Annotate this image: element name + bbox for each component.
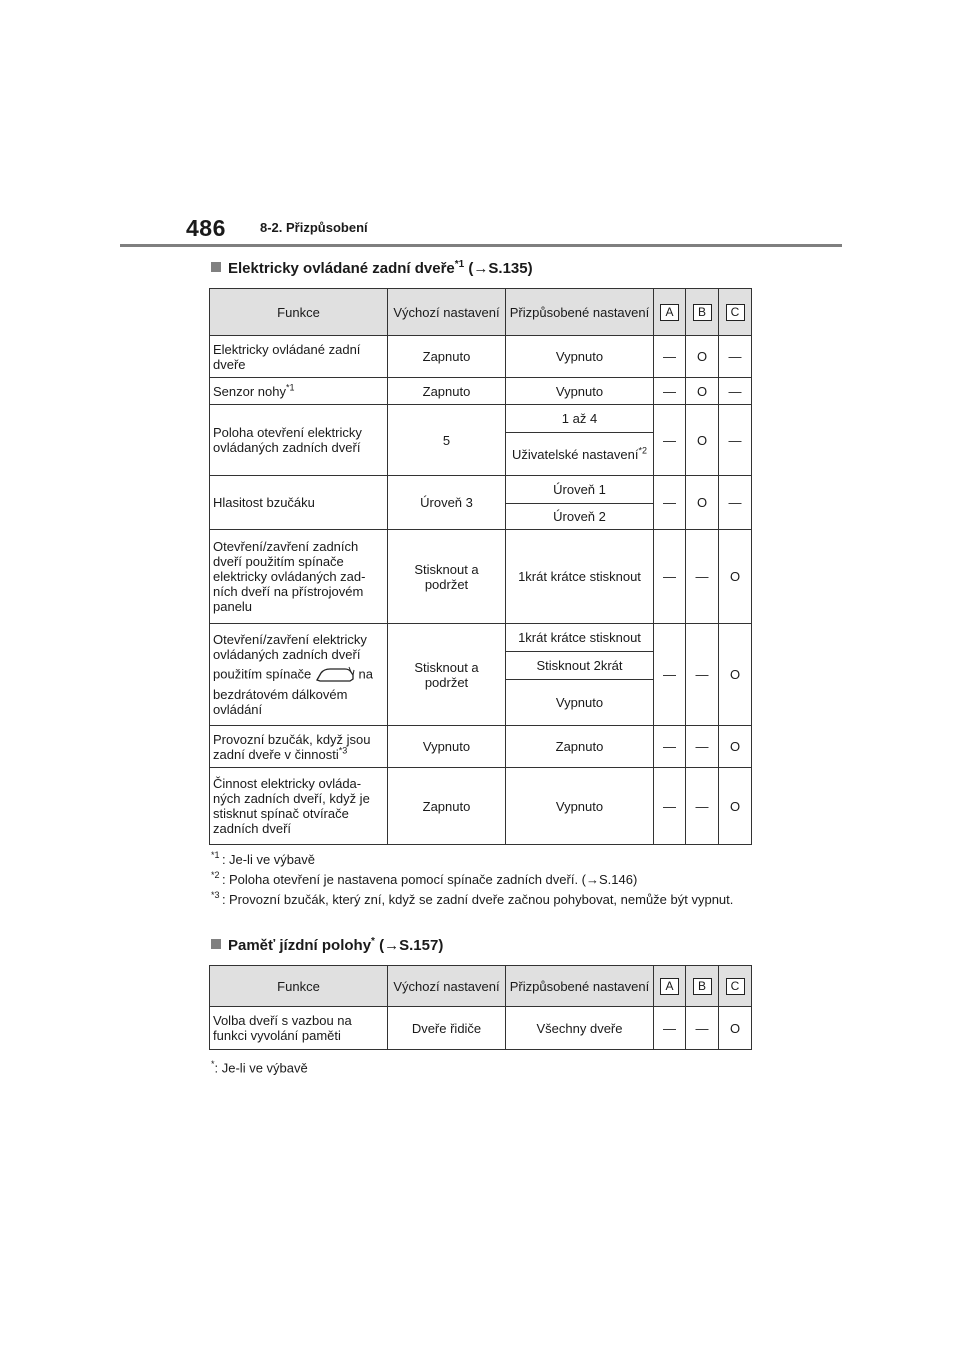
cell-custom: Úroveň 1 xyxy=(506,476,654,504)
section-heading-memory xyxy=(211,936,443,954)
footnote xyxy=(211,851,751,868)
header-default: Výchozí nastavení xyxy=(388,289,506,336)
footnote-text: Je-li ve výbavě xyxy=(229,852,315,867)
cell-func: Hlasitost bzučáku xyxy=(210,476,388,530)
cell-c: — xyxy=(719,336,752,378)
cell-c: O xyxy=(719,1007,752,1050)
heading-text: Paměť jízdní polohy xyxy=(228,937,372,954)
cell-a: — xyxy=(654,378,686,405)
cell-custom: Vypnuto xyxy=(506,680,654,726)
cell-custom: Stisknout 2krát xyxy=(506,652,654,680)
letter-box-b: B xyxy=(693,978,712,995)
header-b xyxy=(686,289,719,336)
memory-settings-table xyxy=(209,965,752,1050)
square-bullet-icon xyxy=(211,262,221,272)
square-bullet-icon xyxy=(211,939,221,949)
cell-custom: Všechny dveře xyxy=(506,1007,654,1050)
cell-custom: Vypnuto xyxy=(506,336,654,378)
cell-a: — xyxy=(654,530,686,624)
tailgate-remote-icon xyxy=(315,666,355,684)
footnote-text: Je-li ve výbavě xyxy=(221,1060,308,1076)
footnote-colon: : xyxy=(222,872,226,887)
cell-func-text: bezdrátovém dálkovém ovládání xyxy=(213,687,348,717)
heading-page-ref: (→S.157) xyxy=(379,937,444,954)
cell-b: — xyxy=(686,768,719,845)
cell-default: Stisknout a podržet xyxy=(388,624,506,726)
cell-a: — xyxy=(654,726,686,768)
footnote-mark: *2 xyxy=(211,870,220,880)
heading-footnote-mark: *1 xyxy=(454,259,465,270)
cell-func-text: na xyxy=(358,666,373,682)
table-row xyxy=(210,530,752,624)
cell-c: — xyxy=(719,405,752,476)
header-c xyxy=(719,289,752,336)
heading-text: Elektricky ovládané zadní dveře xyxy=(228,260,455,277)
cell-b: O xyxy=(686,405,719,476)
cell-c: O xyxy=(719,726,752,768)
table-row xyxy=(210,336,752,378)
cell-default: Stisknout a podržet xyxy=(388,530,506,624)
cell-b: — xyxy=(686,530,719,624)
cell-default: Zapnuto xyxy=(388,378,506,405)
cell-custom: 1krát krátce stisknout xyxy=(506,624,654,652)
cell-func: Poloha otevření elektricky ovládaných zadních dveří xyxy=(210,405,388,476)
cell-a: — xyxy=(654,624,686,726)
cell-custom: Úroveň 2 xyxy=(506,504,654,530)
cell-b: O xyxy=(686,336,719,378)
letter-box-c: C xyxy=(726,978,745,995)
footnote-colon: : xyxy=(222,852,226,867)
header-funkce: Funkce xyxy=(210,966,388,1007)
cell-b: — xyxy=(686,726,719,768)
heading-footnote-mark: * xyxy=(371,936,375,947)
cell-c: O xyxy=(719,530,752,624)
cell-default: Vypnuto xyxy=(388,726,506,768)
footnote-colon: : xyxy=(222,892,226,907)
cell-default: Dveře řidiče xyxy=(388,1007,506,1050)
cell-custom: 1krát krátce stisknout xyxy=(506,530,654,624)
letter-box-a: A xyxy=(660,978,679,995)
cell-b: O xyxy=(686,378,719,405)
letter-box-a: A xyxy=(660,304,679,321)
header-divider xyxy=(120,244,842,247)
footnote-mark: *2 xyxy=(638,445,647,456)
header-funkce: Funkce xyxy=(210,289,388,336)
cell-func xyxy=(210,378,388,405)
cell-custom-text: Uživatelské nastavení xyxy=(512,446,639,462)
table-row xyxy=(210,476,752,504)
cell-c: O xyxy=(719,768,752,845)
cell-custom: Vypnuto xyxy=(506,768,654,845)
cell-b: O xyxy=(686,476,719,530)
header-custom: Přizpůsobené nastavení xyxy=(506,289,654,336)
table-header-row xyxy=(210,289,752,336)
table-row xyxy=(210,726,752,768)
cell-b: — xyxy=(686,624,719,726)
header-a xyxy=(654,289,686,336)
cell-a: — xyxy=(654,336,686,378)
footnote-mark: *3 xyxy=(338,745,348,756)
cell-custom: Zapnuto xyxy=(506,726,654,768)
cell-c: O xyxy=(719,624,752,726)
footnote-mark: * xyxy=(211,1059,215,1069)
footnote-text: Poloha otevření je nastavena pomocí spínače zadních dveří. (→S.146) xyxy=(229,872,638,887)
cell-default: Zapnuto xyxy=(388,768,506,845)
cell-func-text: Senzor nohy xyxy=(213,383,286,399)
cell-func: Činnost elektricky ovládaných zadních dveří, když je stisknut spínač otvírače zadních dveří xyxy=(210,768,388,845)
footnote xyxy=(211,891,751,908)
cell-func: Volba dveří s vazbou na funkci vyvolání paměti xyxy=(210,1007,388,1050)
footnote: *: Je-li ve výbavě xyxy=(211,1059,308,1076)
cell-a: — xyxy=(654,1007,686,1050)
cell-func-text: Otevření/zavření elektricky ovládaných zadních dveří xyxy=(213,632,367,662)
cell-b: — xyxy=(686,1007,719,1050)
cell-func xyxy=(210,726,388,768)
cell-custom: Vypnuto xyxy=(506,378,654,405)
table-row xyxy=(210,1007,752,1050)
letter-box-c: C xyxy=(726,304,745,321)
section-title: 8-2. Přizpůsobení xyxy=(260,220,368,235)
footnote-mark: *1 xyxy=(286,382,295,393)
table-row xyxy=(210,405,752,433)
cell-default: 5 xyxy=(388,405,506,476)
cell-func-line xyxy=(213,666,384,684)
table-row xyxy=(210,768,752,845)
cell-a: — xyxy=(654,476,686,530)
cell-a: — xyxy=(654,405,686,476)
cell-func-text: Provozní bzučák, když jsou zadní dveře v činnosti xyxy=(213,731,371,762)
cell-func xyxy=(210,624,388,726)
cell-a: — xyxy=(654,768,686,845)
table-header-row xyxy=(210,966,752,1007)
cell-func: Elektricky ovládané zadní dveře xyxy=(210,336,388,378)
cell-c: — xyxy=(719,378,752,405)
header-b xyxy=(686,966,719,1007)
header-c xyxy=(719,966,752,1007)
header-default: Výchozí nastavení xyxy=(388,966,506,1007)
header-custom: Přizpůsobené nastavení xyxy=(506,966,654,1007)
cell-func: Otevření/zavření zadních dveří použitím spínače elektricky ovládaných zadních dveří na přístrojovém panelu xyxy=(210,530,388,624)
cell-default: Zapnuto xyxy=(388,336,506,378)
cell-custom: 1 až 4 xyxy=(506,405,654,433)
header-a xyxy=(654,966,686,1007)
letter-box-b: B xyxy=(693,304,712,321)
cell-func-text: použitím spínače xyxy=(213,666,312,682)
footnote-mark: *3 xyxy=(211,890,220,900)
footnote xyxy=(211,871,751,888)
section-heading-tailgate xyxy=(211,259,533,277)
footnote-mark: *1 xyxy=(211,850,220,860)
footnotes xyxy=(211,851,751,908)
tailgate-settings-table xyxy=(209,288,752,845)
table-row xyxy=(210,624,752,652)
cell-default: Úroveň 3 xyxy=(388,476,506,530)
table-row xyxy=(210,378,752,405)
cell-custom xyxy=(506,433,654,476)
cell-c: — xyxy=(719,476,752,530)
page-number: 486 xyxy=(186,215,226,241)
heading-page-ref: (→S.135) xyxy=(468,260,533,277)
footnote-text: Provozní bzučák, který zní, když se zadní dveře začnou pohybovat, nemůže být vypnut. xyxy=(229,892,734,907)
